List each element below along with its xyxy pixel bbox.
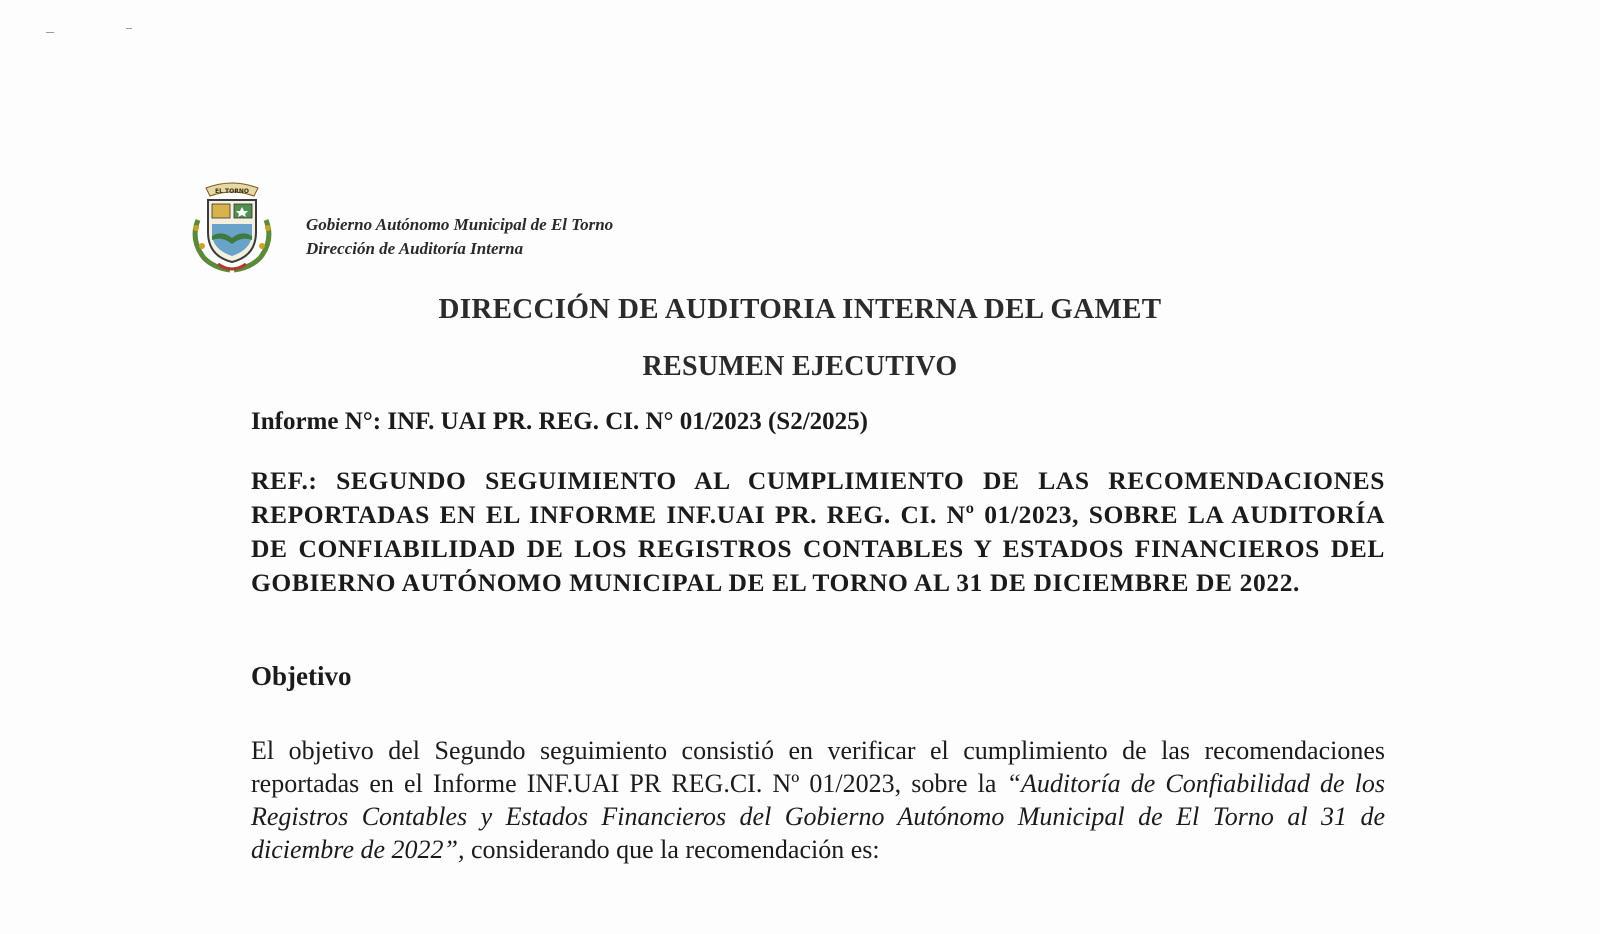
document-title: DIRECCIÓN DE AUDITORIA INTERNA DEL GAMET (438, 293, 1162, 325)
reference-paragraph: REF.: SEGUNDO SEGUIMIENTO AL CUMPLIMIENTO DE LAS RECOMENDACIONES REPORTADAS EN EL INFORME INF.UAI PR. REG. CI. Nº 01/2023, SOBRE LA AUDITORÍA DE CONFIABILIDAD DE LOS REGISTROS CONTABLES Y ESTADOS FINANCIEROS DEL GOBIERNO AUTÓNOMO MUNICIPAL DE EL TORNO AL 31 DE DICIEMBRE DE 2022. (251, 466, 1385, 597)
coat-of-arms-icon (184, 180, 280, 276)
objective-text-closing: considerando que la recomendación es: (464, 835, 880, 864)
scan-speck (46, 32, 54, 33)
department-name: Dirección de Auditoría Interna (306, 239, 524, 258)
objective-paragraph (251, 734, 1385, 866)
institution-name: Gobierno Autónomo Municipal de El Torno (306, 215, 614, 234)
document-subtitle: RESUMEN EJECUTIVO (642, 351, 958, 382)
objective-text-intro: El objetivo del Segundo seguimiento consistió en verificar el cumplimiento de las recomendaciones reportadas en el Informe INF.UAI PR REG.CI. Nº 01/2023, sobre la (251, 736, 1385, 798)
institution-header (306, 213, 613, 261)
scan-speck (126, 28, 132, 29)
section-heading-objective: Objetivo (251, 661, 352, 691)
seal-banner-text: EL TORNO (215, 188, 249, 195)
objective-text-audit-title: “Auditoría de Confiabilidad de los Registros Contables y Estados Financieros del Gobierno Autónomo Municipal de El Torno al 31 de diciembre de 2022”, (251, 769, 1385, 864)
report-number: Informe N°: INF. UAI PR. REG. CI. N° 01/2023 (S2/2025) (251, 408, 868, 435)
municipal-seal-logo (184, 180, 280, 276)
